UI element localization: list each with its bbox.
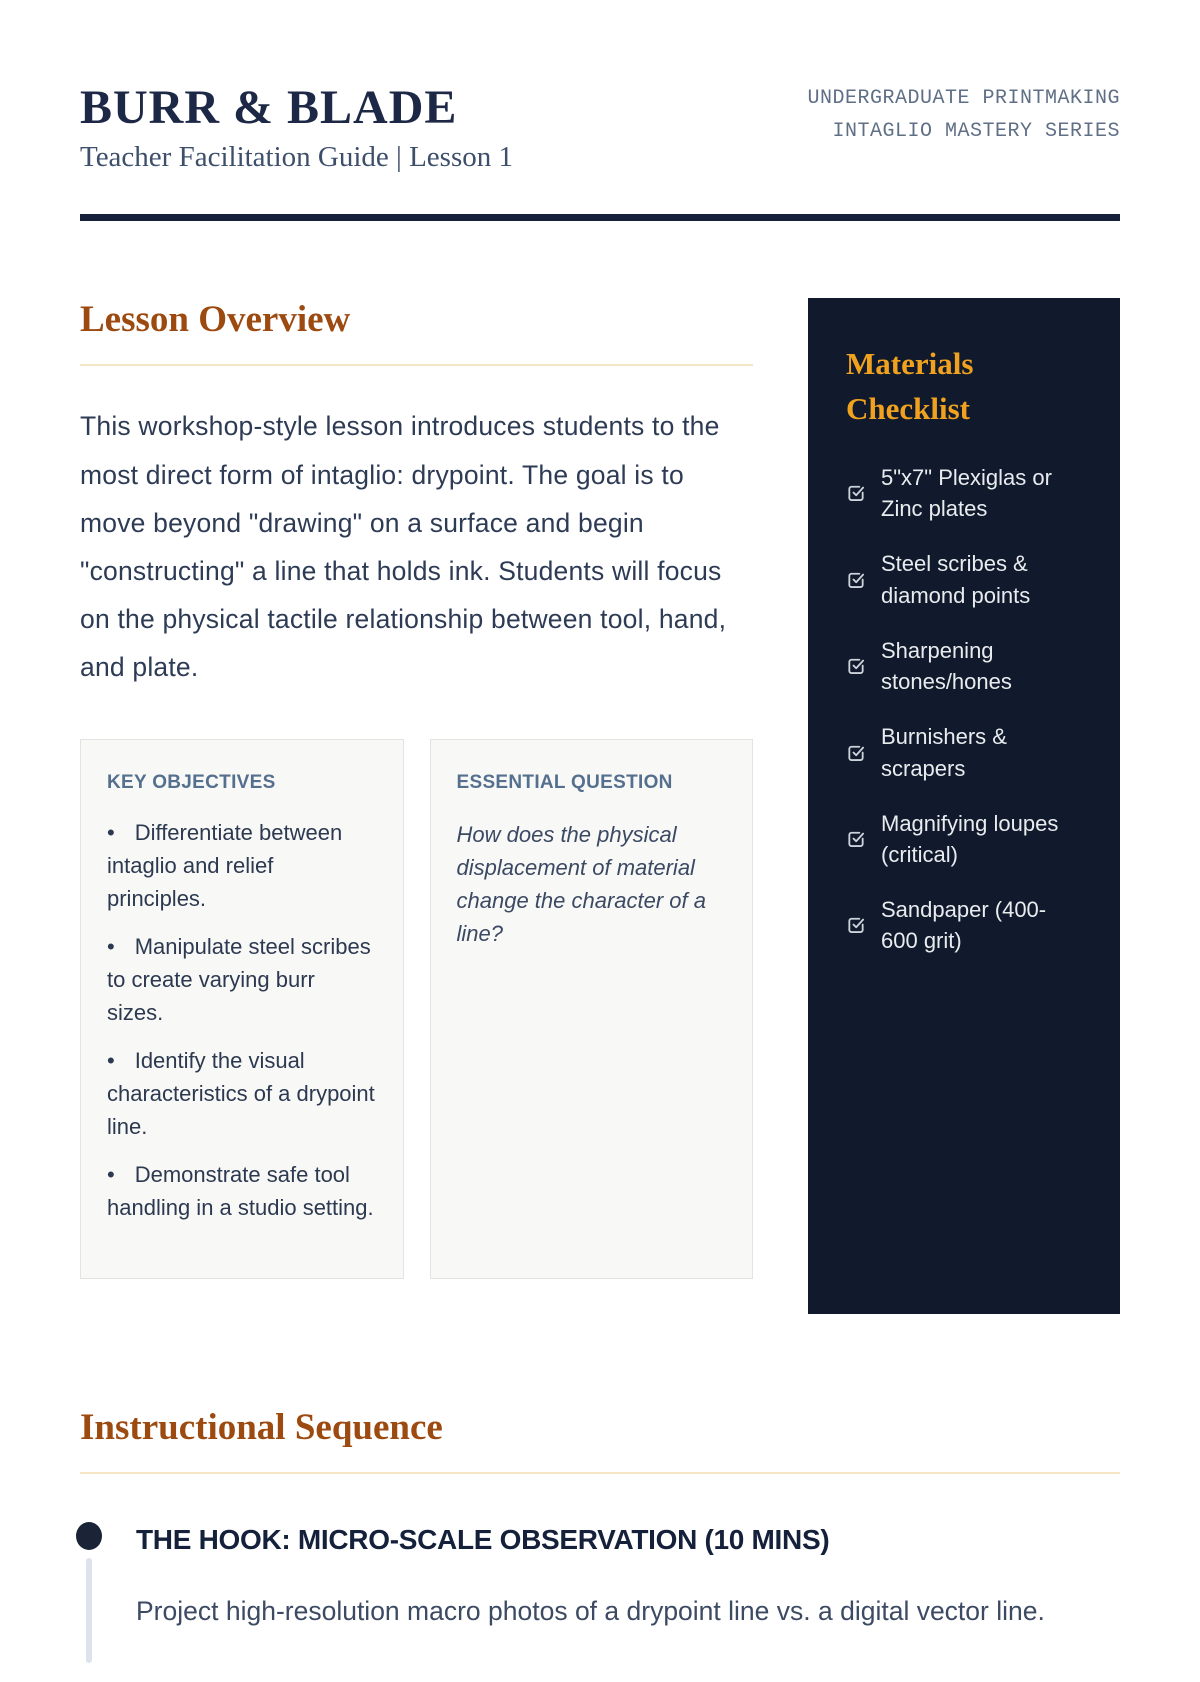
timeline-connector-line	[86, 1558, 92, 1662]
section-underline	[80, 364, 753, 366]
checklist-item	[846, 462, 1082, 524]
checklist-item	[846, 548, 1082, 610]
checklist-item	[846, 894, 1082, 956]
objective-text: Demonstrate safe tool handling in a studio setting.	[107, 1161, 374, 1220]
checked-checkbox-icon	[846, 570, 866, 590]
materials-checklist	[846, 462, 1082, 957]
key-objectives-box	[80, 739, 404, 1279]
essential-question-box	[430, 739, 754, 1279]
lesson-overview-heading: Lesson Overview	[80, 299, 351, 340]
key-objectives-list	[107, 816, 377, 1224]
objective-item	[107, 1158, 377, 1224]
section-underline	[80, 1472, 1120, 1474]
checklist-item-label: Sharpening stones/hones	[881, 637, 1012, 695]
header-left	[80, 80, 514, 174]
checklist-item	[846, 721, 1082, 783]
sequence-step-content	[136, 1522, 1045, 1662]
checked-checkbox-icon	[846, 829, 866, 849]
brand-title: BURR & BLADE	[80, 80, 458, 134]
checklist-item-label: Steel scribes & diamond points	[881, 551, 1031, 608]
checklist-item-label: 5"x7" Plexiglas or Zinc plates	[881, 464, 1052, 522]
sequence-step	[80, 1522, 1120, 1662]
bullet-icon: •	[107, 933, 115, 959]
key-objectives-heading: KEY OBJECTIVES	[107, 771, 276, 793]
materials-checklist-heading: Materials Checklist	[846, 346, 974, 426]
instructional-sequence-section	[80, 1406, 1120, 1663]
checked-checkbox-icon	[846, 915, 866, 935]
objective-item	[107, 816, 377, 915]
program-label	[807, 82, 1120, 174]
essential-question-heading: ESSENTIAL QUESTION	[456, 771, 673, 793]
main-content	[80, 298, 1120, 1314]
program-line-2: INTAGLIO MASTERY SERIES	[832, 120, 1120, 143]
essential-question-text: How does the physical displacement of material change the character of a line?	[456, 821, 706, 946]
objective-text: Identify the visual characteristics of a drypoint line.	[107, 1047, 375, 1139]
page	[0, 82, 1200, 1663]
document-subtitle: Teacher Facilitation Guide | Lesson 1	[80, 141, 514, 173]
checked-checkbox-icon	[846, 656, 866, 676]
program-line-1: UNDERGRADUATE PRINTMAKING	[807, 87, 1120, 110]
sequence-step-description: Project high-resolution macro photos of a drypoint line vs. a digital vector line.	[136, 1596, 1045, 1627]
timeline-dot-icon	[76, 1522, 102, 1550]
checklist-item	[846, 635, 1082, 697]
left-column	[80, 298, 753, 1314]
instructional-sequence-heading: Instructional Sequence	[80, 1407, 443, 1448]
objective-item	[107, 1044, 377, 1143]
objective-item	[107, 930, 377, 1029]
objective-text: Differentiate between intaglio and relief principles.	[107, 819, 343, 911]
objective-text: Manipulate steel scribes to create varying burr sizes.	[107, 933, 371, 1025]
checked-checkbox-icon	[846, 483, 866, 503]
bullet-icon: •	[107, 819, 115, 845]
materials-checklist-sidebar	[808, 298, 1120, 1314]
bullet-icon: •	[107, 1161, 115, 1187]
header	[80, 82, 1120, 174]
timeline-marker	[76, 1522, 102, 1662]
bullet-icon: •	[107, 1047, 115, 1073]
header-divider-rule	[80, 214, 1120, 221]
info-boxes	[80, 739, 753, 1279]
checklist-item-label: Magnifying loupes (critical)	[881, 810, 1059, 867]
checklist-item-label: Burnishers & scrapers	[881, 724, 1007, 781]
sequence-step-title: THE HOOK: MICRO-SCALE OBSERVATION (10 MINS)	[136, 1524, 830, 1556]
checklist-item-label: Sandpaper (400-600 grit)	[881, 897, 1047, 954]
checked-checkbox-icon	[846, 743, 866, 763]
lesson-overview-paragraph: This workshop-style lesson introduces students to the most direct form of intaglio: drypoint. The goal is to move beyond "drawing" on a surface and begin "constructing" a line that holds ink. Students will focus on the physical tactile relationship between tool, hand, and plate.	[80, 411, 727, 683]
checklist-item	[846, 808, 1082, 870]
